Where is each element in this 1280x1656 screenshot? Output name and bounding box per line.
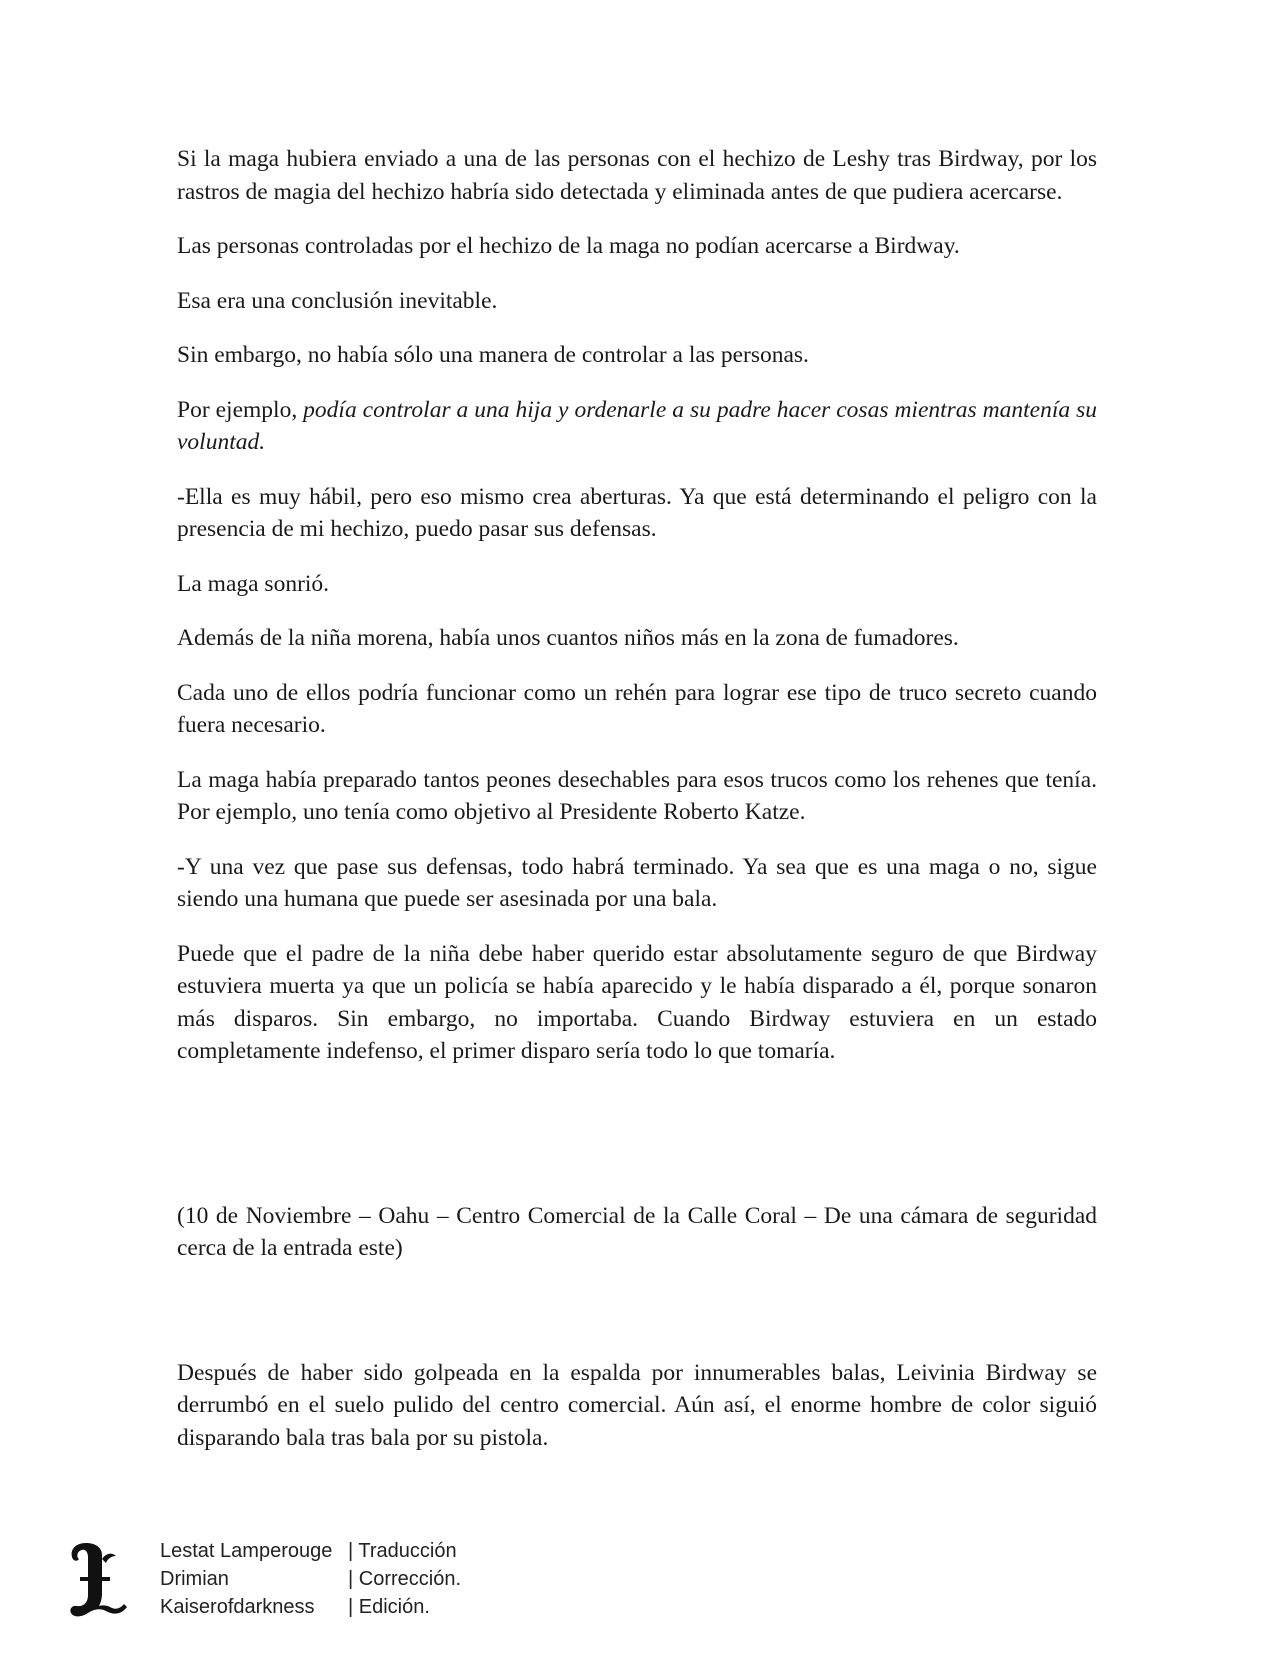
paragraph: Puede que el padre de la niña debe haber querido estar absolutamente seguro de que Birdway estuviera muerta ya que un policía se había aparecido y le había disparado a él, porque sonaron más disparos. Sin embargo, no importaba. Cuando Birdway estuviera en un estado completamente indefenso, el primer disparo sería todo lo que tomaría.	[177, 940, 1097, 1064]
paragraph: Además de la niña morena, había unos cuantos niños más en la zona de fumadores.	[177, 625, 959, 651]
credit-row	[160, 1593, 461, 1621]
paragraph: Si la maga hubiera enviado a una de las personas con el hechizo de Leshy tras Birdway, por los rastros de magia del hechizo habría sido detectada y eliminada antes de que pudiera acercarse.	[177, 146, 1097, 205]
paragraph: -Ella es muy hábil, pero eso mismo crea aberturas. Ya que está determinando el peligro con la presencia de mi hechizo, puedo pasar sus defensas.	[177, 483, 1097, 542]
paragraph	[177, 394, 1097, 459]
credit-name: Kaiserofdarkness	[160, 1596, 315, 1618]
credit-role: | Corrección.	[348, 1568, 462, 1590]
credit-row	[160, 1565, 461, 1593]
scene-heading: (10 de Noviembre – Oahu – Centro Comercial de la Calle Coral – De una cámara de seguridad cerca de la entrada este)	[177, 1202, 1097, 1261]
credit-role: | Traducción	[348, 1540, 457, 1562]
paragraph-italic: podía controlar a una hija y ordenarle a su padre hacer cosas mientras mantenía su voluntad.	[177, 396, 1097, 455]
paragraph: Después de haber sido golpeada en la espalda por innumerables balas, Leivinia Birdway se derrumbó en el suelo pulido del centro comercial. Aún así, el enorme hombre de color siguió disparando bala tras bala por su pistola.	[177, 1359, 1097, 1451]
section-gap	[177, 1090, 1097, 1200]
gothic-letter-L-icon	[66, 1537, 130, 1619]
credit-role: | Edición.	[348, 1596, 430, 1618]
credit-name: Lestat Lamperouge	[160, 1540, 333, 1562]
paragraph: Las personas controladas por el hechizo de la maga no podían acercarse a Birdway.	[177, 233, 960, 259]
credit-name: Drimian	[160, 1568, 229, 1590]
section-gap	[177, 1287, 1097, 1357]
credits-list	[160, 1537, 461, 1621]
paragraph: Sin embargo, no había sólo una manera de controlar a las personas.	[177, 342, 809, 368]
paragraph: Cada uno de ellos podría funcionar como un rehén para lograr ese tipo de truco secreto cuando fuera necesario.	[177, 679, 1097, 738]
paragraph: La maga sonrió.	[177, 570, 330, 597]
paragraph: La maga había preparado tantos peones desechables para esos trucos como los rehenes que tenía. Por ejemplo, uno tenía como objetivo al Presidente Roberto Katze.	[177, 766, 1097, 825]
document-body	[177, 143, 1097, 1476]
credit-row	[160, 1537, 461, 1565]
paragraph-lead: Por ejemplo,	[177, 396, 304, 423]
paragraph: -Y una vez que pase sus defensas, todo habrá terminado. Ya sea que es una maga o no, sigue siendo una humana que puede ser asesinada por una bala.	[177, 853, 1097, 912]
paragraph: Esa era una conclusión inevitable.	[177, 287, 498, 314]
